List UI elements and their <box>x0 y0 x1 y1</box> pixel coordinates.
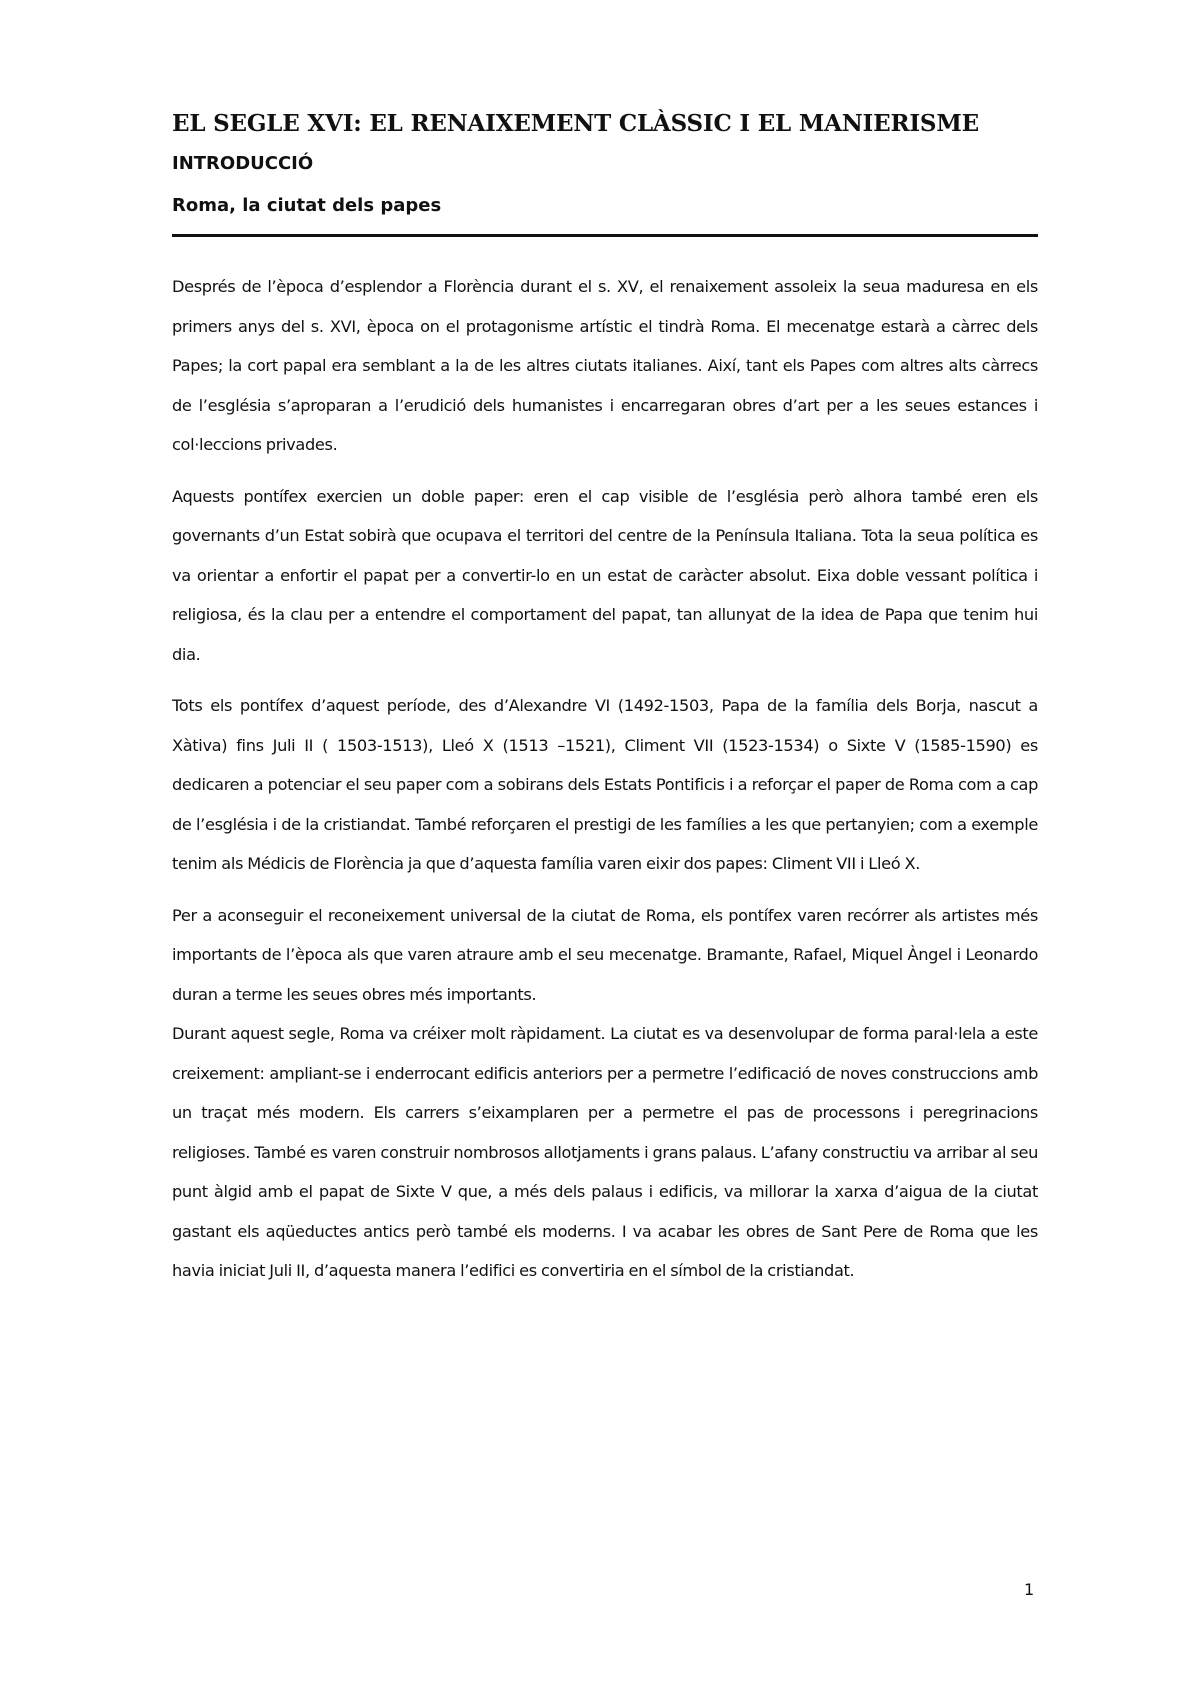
paragraph-1: Després de l’època d’esplendor a Florència durant el s. XV, el renaixement assoleix la seua maduresa en els primers anys del s. XVI, època on el protagonisme artístic el tindrà Roma. El mecenatge estarà a càrrec dels Papes; la cort papal era semblant a la de les altres ciutats italianes. Així, tant els Papes com altres alts càrrecs de l’església s’aproparan a l’erudició dels humanistes i encarregaran obres d’art per a les seues estances i col·leccions privades. <box>172 277 1038 454</box>
section-title: Roma, la ciutat dels papes <box>172 195 442 216</box>
paragraph-3: Tots els pontífex d’aquest període, des d’Alexandre VI (1492-1503, Papa de la família dels Borja, nascut a Xàtiva) fins Juli II ( 1503-1513), Lleó X (1513 –1521), Climent VII (1523-1534) o Sixte V (1585-1590) es dedicaren a potenciar el seu paper com a sobirans dels Estats Pontificis i a reforçar el paper de Roma com a cap de l’església i de la cristiandat. També reforçaren el prestigi de les famílies a les que pertanyien; com a exemple tenim als Médicis de Florència ja que d’aquesta família varen eixir dos papes: Climent VII i Lleó X. <box>172 696 1038 873</box>
paragraph-5: Durant aquest segle, Roma va créixer molt ràpidament. La ciutat es va desenvolupar de forma paral·lela a este creixement: ampliant-se i enderrocant edificis anteriors per a permetre l’edificació de noves construccions amb un traçat més modern. Els carrers s’eixamplaren per a permetre el pas de processons i peregrinacions religioses. També es varen construir nombrosos allotjaments i grans palaus. L’afany constructiu va arribar al seu punt àlgid amb el papat de Sixte V que, a més dels palaus i edificis, va millorar la xarxa d’aigua de la ciutat gastant els aqüeductes antics però també els moderns. I va acabar les obres de Sant Pere de Roma que les havia iniciat Juli II, d’aquesta manera l’edifici es convertiria en el símbol de la cristiandat. <box>172 1024 1038 1280</box>
paragraph-4: Per a aconseguir el reconeixement universal de la ciutat de Roma, els pontífex varen recórrer als artistes més importants de l’època als que varen atraure amb el seu mecenatge. Bramante, Rafael, Miquel Àngel i Leonardo duran a terme les seues obres més importants. <box>172 905 1038 1004</box>
page-number: 1 <box>1024 1580 1035 1599</box>
document-title: EL SEGLE XVI: EL RENAIXEMENT CLÀSSIC I EL MANIERISME <box>172 110 979 137</box>
document-subtitle: INTRODUCCIÓ <box>172 153 314 174</box>
paragraph-2: Aquests pontífex exercien un doble paper: eren el cap visible de l’església però alhora també eren els governants d’un Estat sobirà que ocupava el territori del centre de la Península Italiana. Tota la seua política es va orientar a enfortir el papat per a convertir-lo en un estat de caràcter absolut. Eixa doble vessant política i religiosa, és la clau per a entendre el comportament del papat, tan allunyat de la idea de Papa que tenim hui dia. <box>172 486 1038 664</box>
section-divider <box>172 234 1038 237</box>
document-content <box>172 108 1038 1291</box>
